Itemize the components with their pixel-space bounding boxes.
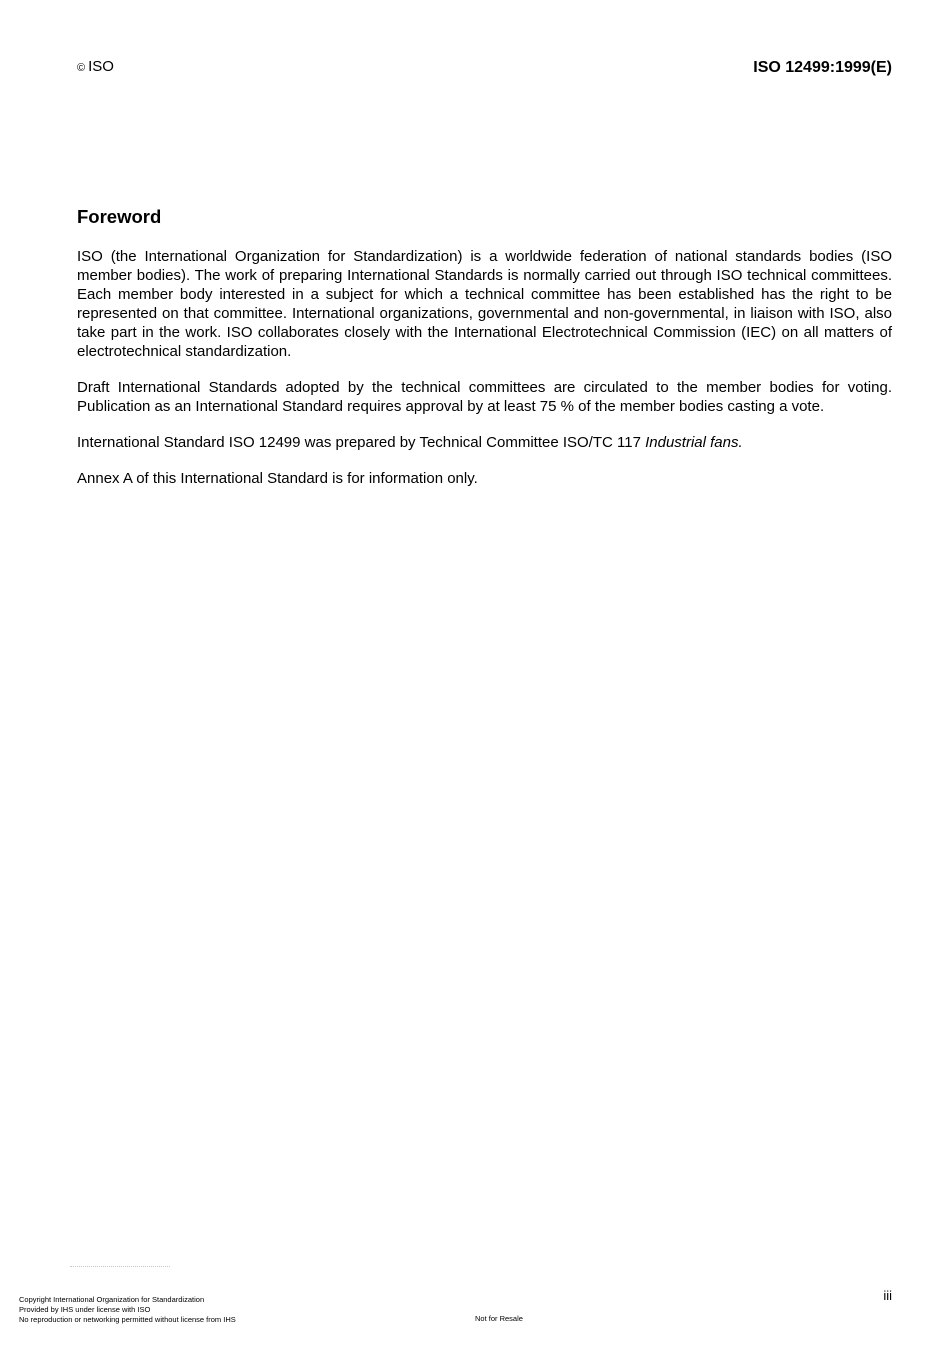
committee-name: Industrial fans. xyxy=(645,434,743,451)
prepared-by-text: International Standard ISO 12499 was prepared by Technical Committee ISO/TC 117 xyxy=(77,434,646,451)
annex-note: Annex A of this International Standard is for information only. xyxy=(77,470,478,487)
foreword-title: Foreword xyxy=(77,206,162,227)
footer-license xyxy=(19,1295,236,1325)
foreword-section xyxy=(77,206,892,505)
foreword-paragraph-3 xyxy=(77,433,892,452)
footer-divider xyxy=(70,1266,170,1270)
footer-line-3: No reproduction or networking permitted without license from IHS xyxy=(19,1315,236,1324)
header-copyright xyxy=(77,58,114,75)
copyright-org: ISO xyxy=(88,58,114,75)
copyright-symbol: © xyxy=(77,62,86,74)
footer-line-1: Copyright International Organization for Standardization xyxy=(19,1295,205,1304)
document-id: ISO 12499:1999(E) xyxy=(753,59,892,76)
footer-line-2: Provided by IHS under license with ISO xyxy=(19,1305,151,1314)
page-number: iii xyxy=(883,1288,892,1303)
foreword-paragraph-2: Draft International Standards adopted by the technical committees are circulated to the member bodies for voting. Publication as an International Standard requires approval by at least 75 % of the member bodies casting a vote. xyxy=(77,379,892,415)
foreword-paragraph-1: ISO (the International Organization for Standardization) is a worldwide federation of national standards bodies (ISO member bodies). The work of preparing International Standards is normally carried out through ISO technical committees. Each member body interested in a subject for which a technical committee has been established has the right to be represented on that committee. International organizations, governmental and non-governmental, in liaison with ISO, also take part in the work. ISO collaborates closely with the International Electrotechnical Commission (IEC) on all matters of electrotechnical standardization. xyxy=(77,248,892,360)
footer-resale: Not for Resale xyxy=(475,1314,523,1323)
